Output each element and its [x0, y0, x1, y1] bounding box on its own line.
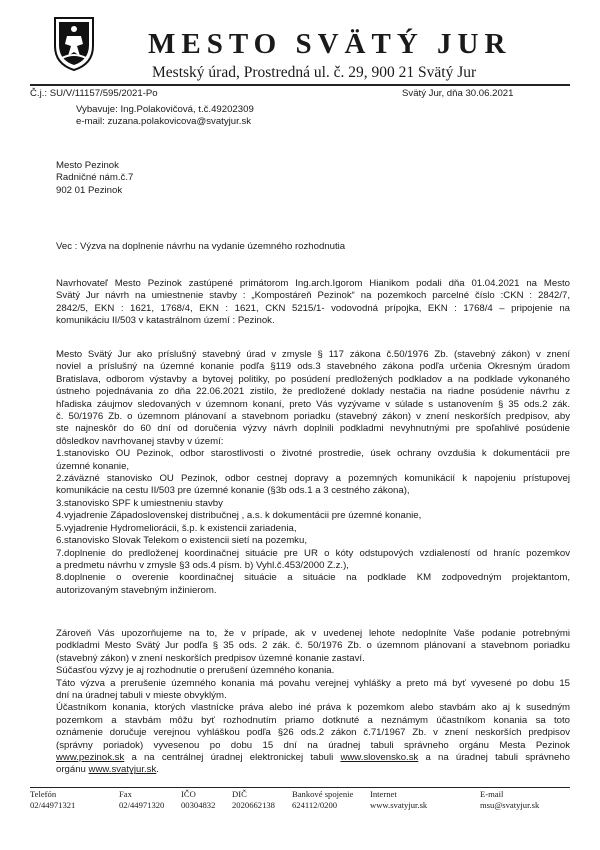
paragraph-notice [56, 628, 570, 777]
list-item-cont: komunikácie na cestu II/503 pre územné konanie (§3b ods.1 a 3 cestného zákona), [56, 485, 410, 497]
text-line: č. 50/1976 Zb. o územnom plánovaní a stavebnom poriadku (stavebný zákon) v znení neskorších predpisov, aby [56, 411, 570, 423]
handler: Vybavuje: Ing.Polakovičová, t.č.49202309 [76, 104, 254, 115]
footer-value: 00304832 [181, 800, 216, 810]
footer-value: 624112/0200 [292, 800, 338, 810]
footer-phone [30, 789, 75, 811]
text-line: Bratislava, odborom výstavby a bytovej politiky, po posúdení predložených podkladov a na podklade vykonaného [56, 373, 570, 385]
footer-label: Internet [370, 789, 397, 799]
city-office-address: Mestský úrad, Prostredná ul. č. 29, 900 21 Svätý Jur [152, 64, 477, 81]
text-line: dôsledkov navrhovanej stavby v území: [56, 435, 224, 447]
footer-label: Telefón [30, 789, 57, 799]
list-item: 7.doplnenie do predloženej koordinačnej situácie pre UR o kóty odstupových vzdialeností od hraníc pozemkov [56, 547, 570, 559]
list-item: 5.vyjadrenie Hydromeliorácii, š.p. k existencii zariadenia, [56, 522, 297, 534]
contact-block [76, 104, 254, 129]
subject-line: Vec : Výzva na doplnenie návrhu na vydanie územného rozhodnutia [56, 241, 346, 252]
footer-label: IČO [181, 789, 196, 799]
footer-value: 02/44971321 [30, 800, 76, 810]
link-pezinok[interactable]: www.pezinok.sk [56, 752, 125, 764]
recipient-line: Radničné nám.č.7 [56, 172, 134, 184]
footer-label: Bankové spojenie [292, 789, 354, 799]
footer-value: 2020662138 [232, 800, 275, 810]
recipient-address [56, 160, 133, 197]
list-item-cont: a predmetu návrhu v zmysle §3 ods.4 písm. b) Vyhl.č.453/2000 Z.z.), [56, 559, 349, 571]
footer-label: DIČ [232, 789, 247, 799]
footer-value: 02/44971320 [119, 800, 165, 810]
list-item: 6.stanovisko Slovak Telekom o existencii sietí na pozemku, [56, 535, 307, 547]
text-line: Navrhovateľ Mesto Pezinok zastúpené primátorom Ing.arch.Igorom Hianikom podali dňa 01.04.2021 na Mesto [56, 278, 570, 289]
list-item-cont: územné konanie, [56, 460, 130, 472]
link-prefix: orgánu [56, 764, 89, 776]
footer-dic [232, 789, 275, 811]
text-line: Účastníkom konania, ktorých vlastnícke práva alebo iné práva k pozemkom alebo stavbám ako aj k susedným [56, 702, 570, 714]
text-line: oznámenie doručuje verejnou vyhláškou podľa §26 ods.2 zákon č.71/1967 Zb. v znení neskorších predpisov [56, 727, 570, 739]
text-line-links [56, 764, 570, 776]
footer-ico [181, 789, 215, 811]
text-line: Svätý Jur návrh na umiestnenie stavby : „Kompostáreň Pezinok“ na pozemkoch parcelné číslo :CKN : 2842/7, [56, 290, 570, 302]
footer-bank [292, 789, 353, 811]
footer-divider [30, 787, 570, 788]
paragraph-application [56, 278, 570, 328]
text-line: 2842/5, EKN : 1621, 1768/4, EKN : 1621, CKN 5215/1- vodovodná prípojka, EKN : 1768/4 – pripojenie na [56, 302, 570, 314]
text-line: ústneho pojednávania zo dňa 22.06.2021 zistilo, že predložené doklady nestačia na riadne posúdenie návrhu z [56, 386, 570, 398]
text-line: Súčasťou výzvy je aj rozhodnutie o prerušení územného konania. [56, 665, 335, 677]
text-line: (stavebný zákon) v znení neskorších predpisov územné konanie zastaví. [56, 652, 365, 664]
paragraph-request [56, 349, 570, 597]
footer-internet [370, 789, 427, 811]
list-item: 3.stanovisko SPF k umiestneniu stavby [56, 497, 223, 509]
text-line: (správny poriadok) vyvesenou po dobu 15 dní na úradnej tabuli správneho orgánu Mesta Pezinok [56, 739, 570, 751]
footer-label: Fax [119, 789, 132, 799]
list-item: 4.vyjadrenie Západoslovenskej distribučnej , a.s. k dokumentácii pre územné konanie, [56, 510, 422, 522]
text-line-links [56, 752, 570, 764]
town-crest-icon [53, 16, 95, 72]
footer-fax [119, 789, 164, 811]
place-date: Svätý Jur, dňa 30.06.2021 [402, 88, 514, 99]
list-item: 1.stanovisko OU Pezinok, odbor starostlivosti o životné prostredie, úsek ochrany ovzdušia k dokumentácii pre [56, 448, 570, 460]
link-sep: a na centrálnej úradnej elektronickej tabuli [124, 752, 341, 764]
text-line: Mesto Svätý Jur ako príslušný stavebný úrad v zmysle § 117 zákona č.50/1976 Zb. (stavebný zákon) v znení [56, 349, 570, 360]
text-line: podkladmi Mesto Svätý Jur podľa § 35 ods. 2 zák. č. 50/1976 Zb. o územnom plánovaní a stavebnom poriadku [56, 640, 570, 652]
footer-label: E-mail [480, 789, 504, 799]
text-line: komunikáciu II/503 v katastrálnom území : Pezinok. [56, 315, 275, 327]
reference-number: Č.j.: SU/V/11157/595/2021-Po [30, 88, 158, 99]
header-divider [30, 84, 570, 86]
text-line: Zároveň Vás upozorňujeme na to, že v prípade, ak v uvedenej lehote nedoplníte Vaše podanie potrebnými [56, 628, 570, 639]
link-slovensko[interactable]: www.slovensko.sk [340, 752, 419, 764]
text-line: pozemkom a stavbám môžu byť rozhodnutím priamo dotknuté a neznámym účastníkom konania sa toto [56, 714, 570, 726]
list-item: 2.záväzné stanovisko OU Pezinok, odbor cestnej dopravy a pozemných komunikácií k napojeniu prístupovej [56, 473, 570, 485]
footer-value: msu@svatyjur.sk [480, 800, 540, 810]
text-line: noviel a príslušný na územné konanie podľa §119 ods.3 stavebného zákona podľa určenia Okresným úradom [56, 361, 570, 373]
footer-value: www.svatyjur.sk [370, 800, 428, 810]
link-sep: a na úradnej tabuli správneho [418, 752, 570, 764]
text-line: ste najneskôr do 60 dní od doručenia výzvy návrh doplnili podkladmi nevyhnutnými pre spoľahlivé posúdenie [56, 423, 570, 435]
contact-email: e-mail: zuzana.polakovicova@svatyjur.sk [76, 116, 252, 128]
list-item-cont: autorizovaným stavebným inžinierom. [56, 584, 217, 596]
link-suffix: . [156, 764, 159, 776]
link-svatyjur[interactable]: www.svatyjur.sk [88, 764, 157, 776]
text-line: Táto výzva a prerušenie územného konania má povahu verejnej vyhlášky a preto má byť vyvesené po dobu 15 [56, 677, 570, 689]
footer-email [480, 789, 539, 811]
recipient-line: Mesto Pezinok [56, 160, 119, 171]
city-title: MESTO SVÄTÝ JUR [148, 28, 512, 60]
text-line: dní na úradnej tabuli v mieste obvyklým. [56, 690, 227, 702]
list-item: 8.doplnenie o overenie koordinačnej situácie a situácie na podklade KM zodpovedným projektantom, [56, 572, 570, 584]
recipient-line: 902 01 Pezinok [56, 184, 123, 196]
text-line: hľadiska záujmov sledovaných v územnom konaní, preto Vás vyzývame v súlade s ustanovením § 35 ods.2 zák. [56, 398, 570, 410]
